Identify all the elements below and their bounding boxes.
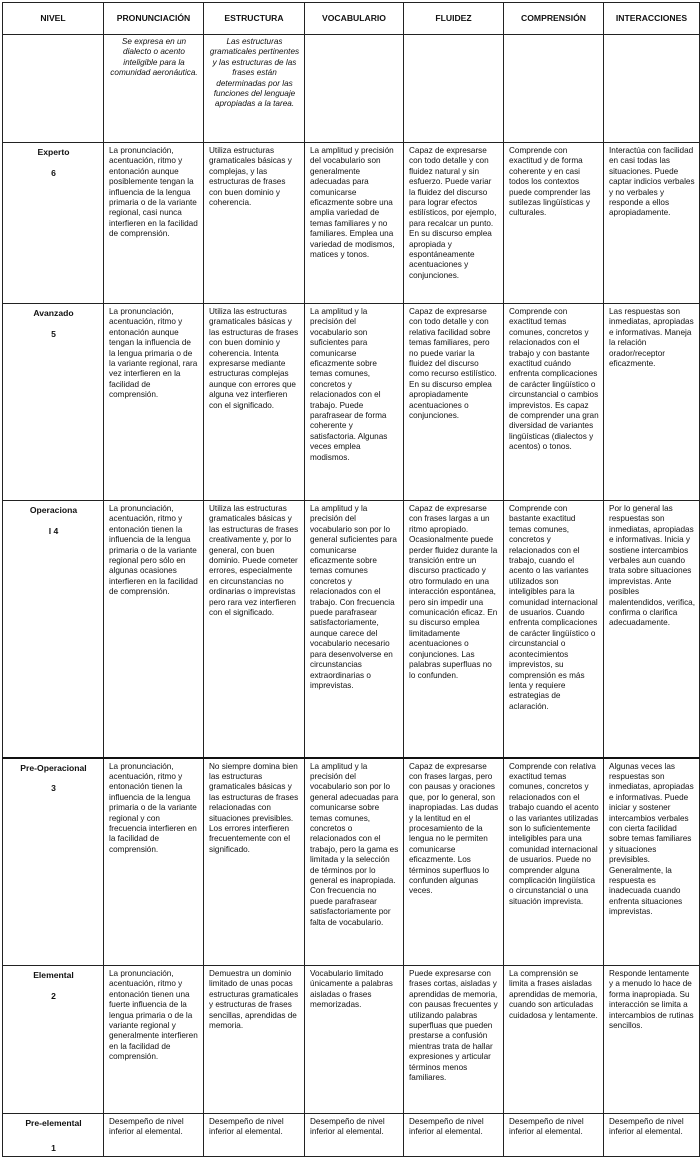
cell-empty — [3, 35, 104, 143]
cell-empty — [604, 35, 700, 143]
level-number: 2 — [51, 990, 56, 1001]
cell-estructura: Utiliza estructuras gramaticales básicas y complejas, y las estructuras de frases con buen dominio y coherencia. — [204, 143, 305, 304]
level-name: Avanzado — [33, 308, 74, 318]
level-cell — [3, 501, 104, 758]
cell-pronunciacion: La pronunciación, acentuación, ritmo y entonación tienen una fuerte influencia de la lengua primaria o de la variante regional y generalmente interfieren en la facilidad de comprensión. — [104, 966, 204, 1114]
cell-estructura: No siempre domina bien las estructuras gramaticales básicas y las estructuras de frases relacionadas con situaciones previsibles. Los errores interfieren frecuentemente con el significado. — [204, 758, 305, 966]
table-row-notes — [3, 35, 700, 143]
cell-interacciones: Responde lentamente y a menudo lo hace de forma inapropiada. Su interacción se limita a intercambios de rutinas sencillos. — [604, 966, 700, 1114]
level-number: 5 — [51, 328, 56, 339]
cell-empty — [404, 35, 504, 143]
cell-fluidez: Capaz de expresarse con todo detalle y con fluidez natural y sin esfuerzo. Puede variar la fluidez del discurso para lograr efectos estilísticos, por ejemplo, para recalcar un punto. En su discurso emplea apropiada y espontáneamente acentuaciones y conjunciones. — [404, 143, 504, 304]
level-name: Operaciona — [29, 505, 78, 515]
cell-fluidez: Capaz de expresarse con frases largas a un ritmo apropiado. Ocasionalmente puede perder fluidez durante la transición entre un discurso practicado y otro formulado en una interacción espontánea, pero sin impedir una comunicación eficaz. En su discurso emplea limitadamente acentuaciones o conjunciones. Las palabras superfluas no lo confunden. — [404, 501, 504, 758]
note-pronunciacion: Se expresa en un dialecto o acento inteligible para la comunidad aeronáutica. — [104, 35, 204, 143]
cell-fluidez: Puede expresarse con frases cortas, aisladas y aprendidas de memoria, con pausas frecuentes y utilizando palabras superfluas que pueden prestarse a confusión mientras trata de hallar expresiones y articular términos menos familiares. — [404, 966, 504, 1114]
level-cell — [3, 304, 104, 501]
cell-comprension: Comprende con exactitud temas comunes, concretos y relacionados con el trabajo y con bastante exactitud cuándo enfrenta complicaciones de carácter lingüístico o circunstancial o cambios imprevistos. Es capaz de comprender una gran diversidad de variantes lingüísticas (dialectos y acentos) o tonos. — [504, 304, 604, 501]
cell-empty — [504, 35, 604, 143]
cell-pronunciacion: La pronunciación, acentuación, ritmo y entonación tienen la influencia de la lengua primaria o de la variante regional pero sólo en algunas ocasiones interfieren en la facilidad de comprensión. — [104, 501, 204, 758]
header-interacciones: INTERACCIONES — [604, 3, 700, 35]
level-cell — [3, 758, 104, 966]
cell-pronunciacion: La pronunciación, acentuación, ritmo y entonación aunque posiblemente tengan la influencia de la lengua primaria o de la variante regional, casi nunca interfieren en la facilidad de comprensión. — [104, 143, 204, 304]
cell-pronunciacion: La pronunciación, acentuación, ritmo y entonación tienen la influencia de la lengua primaria o de la variante regional y con frecuencia interfieren en la facilidad de comprensión. — [104, 758, 204, 966]
table-row-pre-operacional — [3, 758, 700, 966]
table-row-experto — [3, 143, 700, 304]
table-row-avanzado — [3, 304, 700, 501]
level-name: Experto — [37, 147, 70, 157]
table-header-row — [3, 3, 700, 35]
header-estructura: ESTRUCTURA — [204, 3, 305, 35]
cell-vocabulario: La amplitud y precisión del vocabulario son generalmente adecuadas para comunicarse eficazmente sobre una amplia variedad de temas familiares y no familiares. Emplea una variedad de modismos, matices y tonos. — [305, 143, 404, 304]
cell-estructura: Utiliza las estructuras gramaticales básicas y las estructuras de frases con buen dominio y coherencia. Intenta expresarse mediante estructuras complejas aunque con errores que alguna vez interfieren con el significado. — [204, 304, 305, 501]
cell-comprension: La comprensión se limita a frases aisladas aprendidas de memoria, cuando son articuladas cuidadosa y lentamente. — [504, 966, 604, 1114]
level-number: 6 — [51, 167, 56, 178]
note-estructura: Las estructuras gramaticales pertinentes y las estructuras de las frases están determinadas por las funciones del lenguaje apropiadas a la tarea. — [204, 35, 305, 143]
cell-interacciones: Las respuestas son inmediatas, apropiadas e informativas. Maneja la relación orador/receptor eficazmente. — [604, 304, 700, 501]
table-row-operacional — [3, 501, 700, 758]
level-number: 1 — [51, 1142, 56, 1153]
header-comprension: COMPRENSIÓN — [504, 3, 604, 35]
cell-vocabulario: La amplitud y la precisión del vocabulario son suficientes para comunicarse eficazmente sobre temas comunes, concretos y relacionados con el trabajo. Puede parafrasear de forma coherente y satisfactoria. Algunas veces emplea modismos. — [305, 304, 404, 501]
cell-vocabulario: La amplitud y la precisión del vocabulario son por lo general adecuadas para comunicarse sobre temas comunes, concretos o relacionados con el trabajo, pero la gama es limitada y la selección de términos por lo general es inapropiada. Con frecuencia no puede parafrasear satisfactoriamente por falta de vocabulario. — [305, 758, 404, 966]
level-cell — [3, 966, 104, 1114]
cell-fluidez: Desempeño de nivel inferior al elemental. — [404, 1114, 504, 1157]
cell-fluidez: Capaz de expresarse con frases largas, pero con pausas y oraciones que, por lo general, son inapropiadas. Las dudas y la lentitud en el procesamiento de la lengua no le permiten comunicarse eficazmente. Los términos superfluos lo confunden algunas veces. — [404, 758, 504, 966]
cell-interacciones: Algunas veces las respuestas son inmediatas, apropiadas e informativas. Puede iniciar y sostener intercambios verbales con cierta facilidad sobre temas familiares y situaciones previsibles. Generalmente, la respuesta es inadecuada cuando enfrenta situaciones imprevistas. — [604, 758, 700, 966]
cell-estructura: Utiliza las estructuras gramaticales básicas y las estructuras de frases creativamente y, por lo general, con buen dominio. Puede cometer errores, especialmente en circunstancias no ordinarias o imprevistas pero rara vez interfieren con el significado. — [204, 501, 305, 758]
cell-interacciones: Por lo general las respuestas son inmediatas, apropiadas e informativas. Inicia y sostiene intercambios verbales aun cuando trata sobre situaciones imprevistas. Ante posibles malentendidos, verifica, confirma o clarifica adecuadamente. — [604, 501, 700, 758]
table-row-pre-elemental — [3, 1114, 700, 1157]
cell-empty — [305, 35, 404, 143]
level-number: l 4 — [48, 525, 59, 536]
header-vocabulario: VOCABULARIO — [305, 3, 404, 35]
cell-fluidez: Capaz de expresarse con todo detalle y con relativa facilidad sobre temas familiares, pero no puede variar la fluidez del discurso como recurso estilístico. En su discurso emplea apropiadamente acentuaciones o conjunciones. — [404, 304, 504, 501]
cell-interacciones: Desempeño de nivel inferior al elemental. — [604, 1114, 700, 1157]
cell-comprension: Comprende con bastante exactitud temas comunes, concretos y relacionados con el trabajo, cuando el acento o las variantes utilizados son inteligibles para la comunidad internacional de usuarios. Cuando enfrenta complicaciones de carácter lingüístico o circunstancial o acontecimientos imprevistos, su comprensión es más lenta y requiere estrategias de aclaración. — [504, 501, 604, 758]
cell-vocabulario: La amplitud y la precisión del vocabulario son por lo general suficientes para comunicarse eficazmente sobre temas comunes concretos y relacionados con el trabajo. Con frecuencia puede parafrasear satisfactoriamente, aunque carece del vocabulario necesario para desenvolverse en circunstancias extraordinarias o imprevistas. — [305, 501, 404, 758]
proficiency-scale-table — [2, 2, 700, 1157]
level-cell — [3, 1114, 104, 1157]
header-nivel: NIVEL — [3, 3, 104, 35]
cell-vocabulario: Desempeño de nivel inferior al elemental. — [305, 1114, 404, 1157]
header-fluidez: FLUIDEZ — [404, 3, 504, 35]
level-cell — [3, 143, 104, 304]
level-number: 3 — [51, 783, 56, 794]
cell-pronunciacion: La pronunciación, acentuación, ritmo y entonación aunque tengan la influencia de la lengua primaria o de la variante regional, rara vez interfieren en la facilidad de comprensión. — [104, 304, 204, 501]
cell-vocabulario: Vocabulario limitado únicamente a palabras aisladas o frases memorizadas. — [305, 966, 404, 1114]
level-name: Pre-elemental — [25, 1118, 82, 1128]
header-pronunciacion: PRONUNCIACIÓN — [104, 3, 204, 35]
cell-interacciones: Interactúa con facilidad en casi todas las situaciones. Puede captar indicios verbales y no verbales y responde a ellos apropiadamente. — [604, 143, 700, 304]
level-name: Elemental — [33, 970, 74, 980]
cell-estructura: Demuestra un dominio limitado de unas pocas estructuras gramaticales y estructuras de frases sencillas, aprendidas de memoria. — [204, 966, 305, 1114]
cell-pronunciacion: Desempeño de nivel inferior al elemental. — [104, 1114, 204, 1157]
table-row-elemental — [3, 966, 700, 1114]
cell-comprension: Desempeño de nivel inferior al elemental. — [504, 1114, 604, 1157]
cell-estructura: Desempeño de nivel inferior al elemental. — [204, 1114, 305, 1157]
level-name: Pre-Operacional — [20, 762, 87, 773]
cell-comprension: Comprende con exactitud y de forma coherente y en casi todos los contextos puede comprender las sutilezas lingüísticas y culturales. — [504, 143, 604, 304]
cell-comprension: Comprende con relativa exactitud temas comunes, concretos y relacionados con el trabajo cuando el acento o las variantes utilizadas son lo suficientemente inteligibles para una comunidad internacional de usuarios. Puede no comprender alguna complicación lingüística o circunstancial o una situación imprevista. — [504, 758, 604, 966]
